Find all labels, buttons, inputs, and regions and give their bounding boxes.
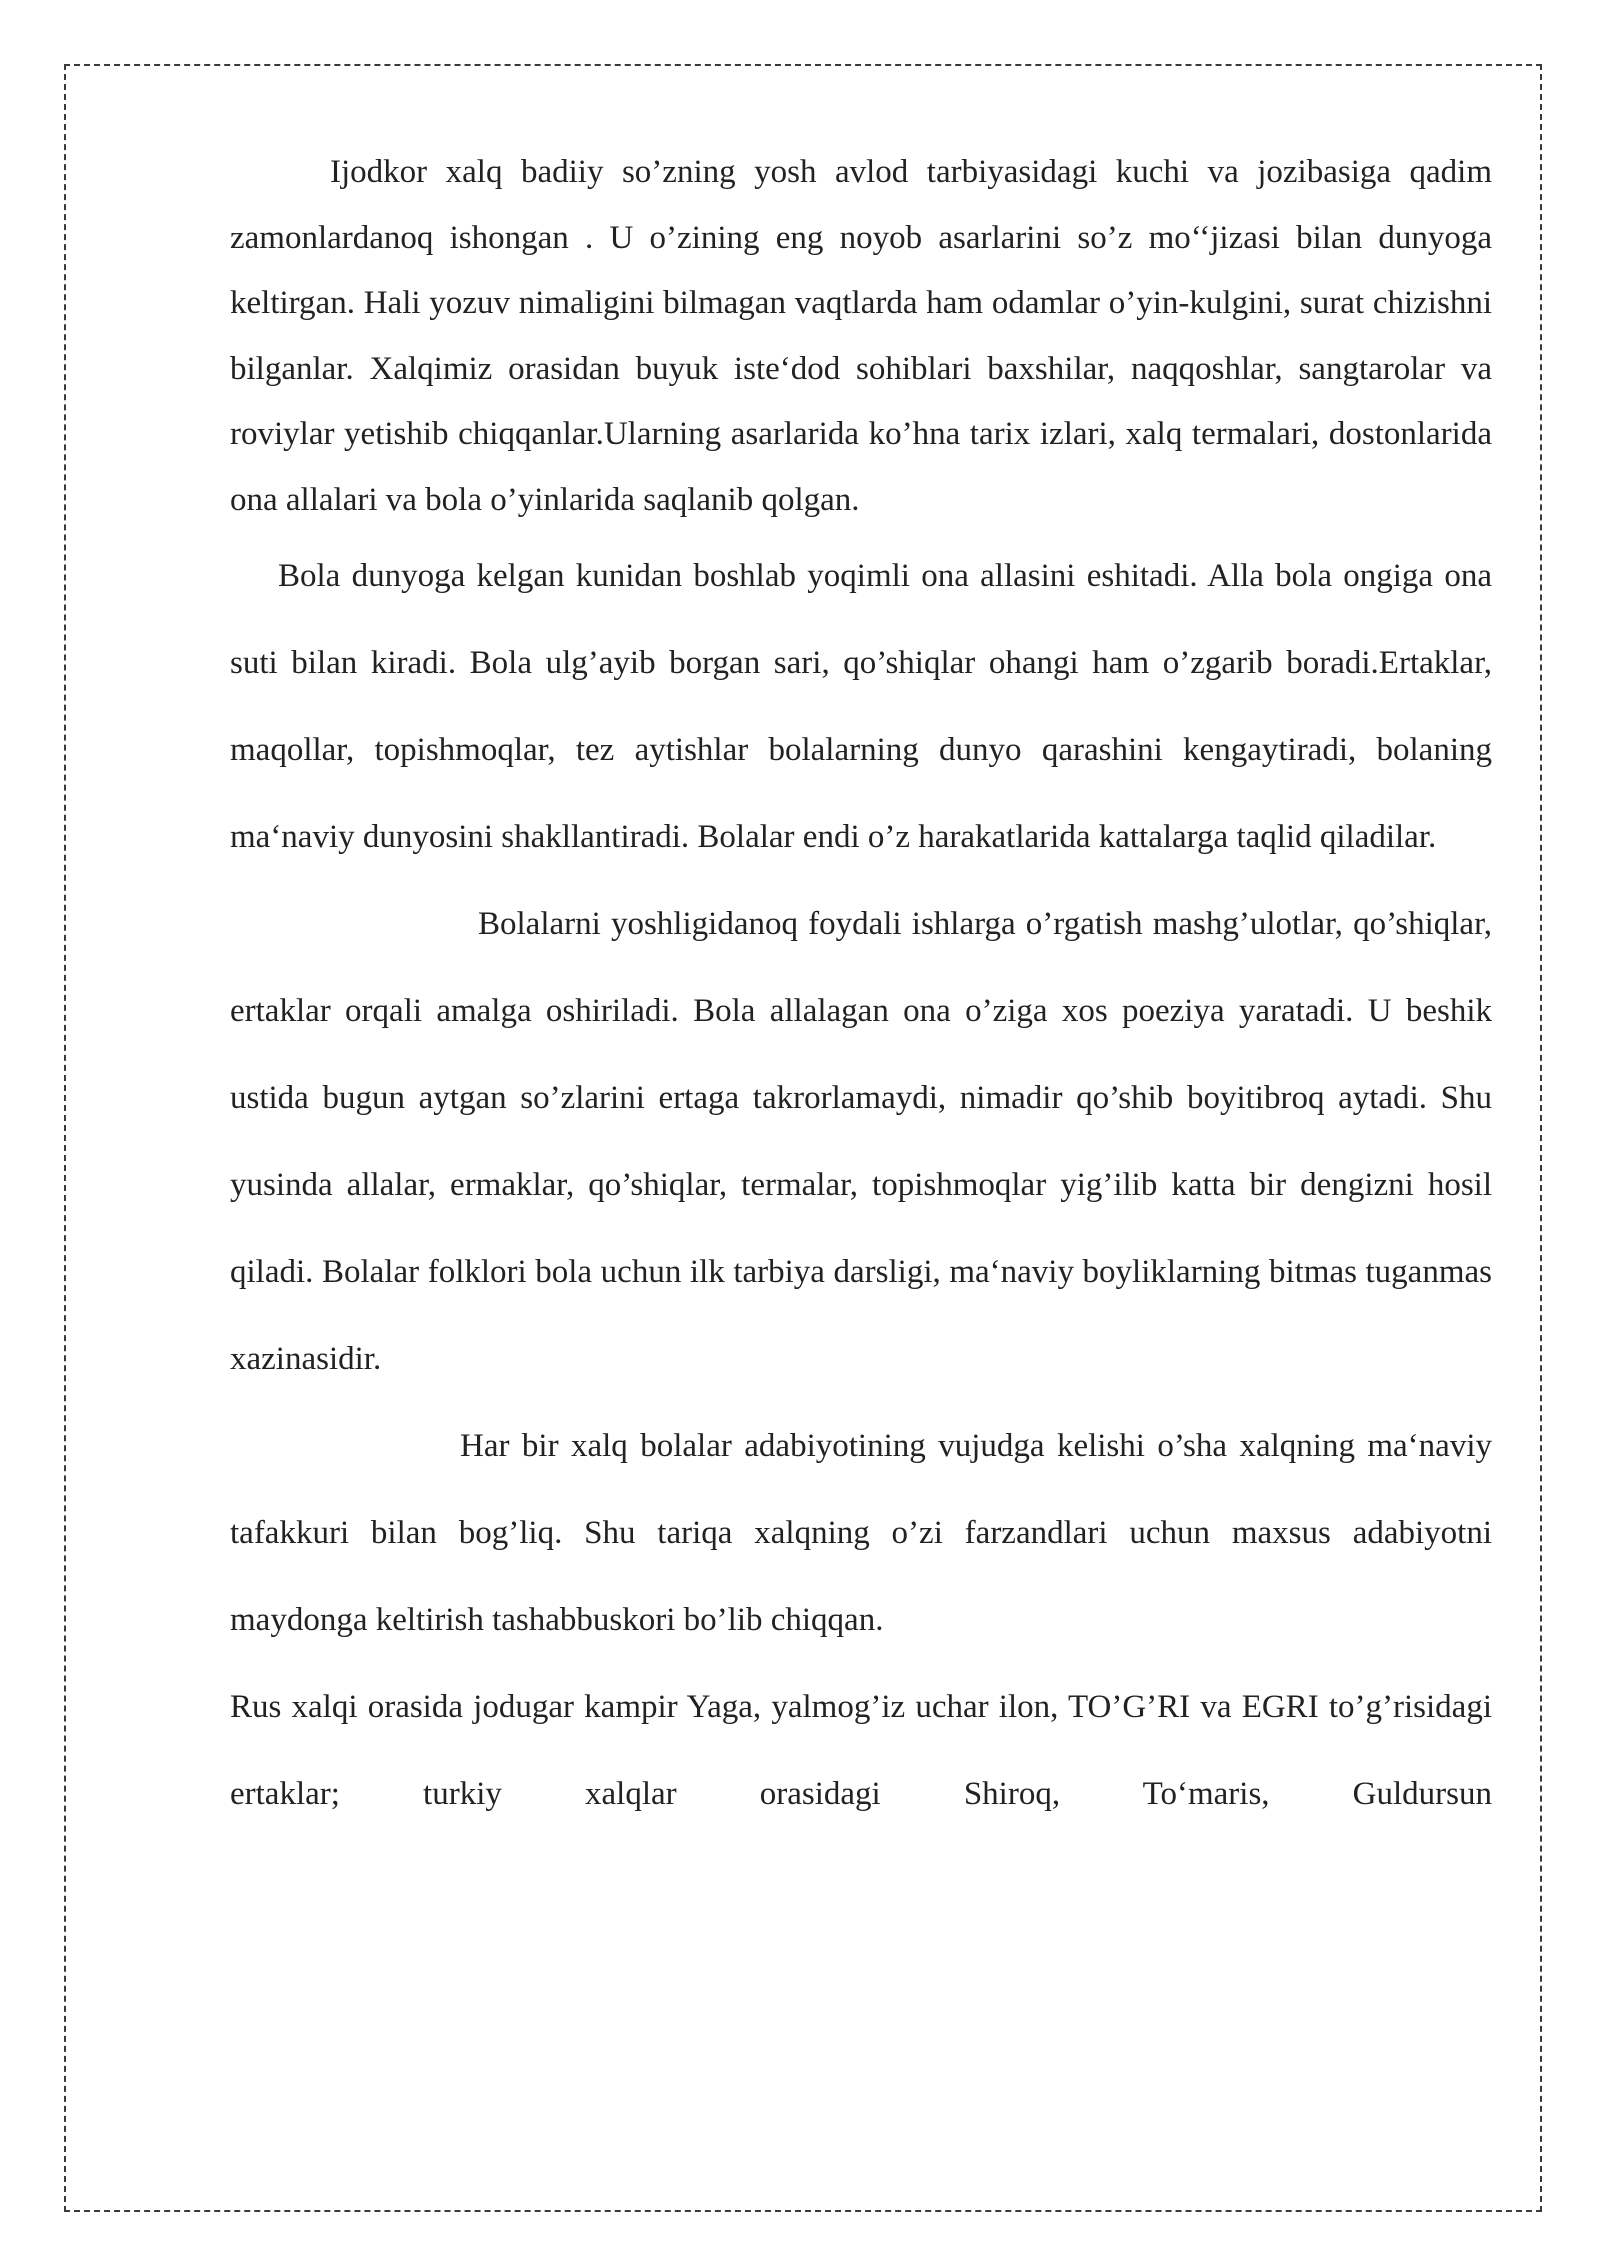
paragraph-3: Bolalarni yoshligidanoq foydali ishlarga o’rgatish mashg’ulotlar, qo’shiqlar, ertaklar orqali amalga oshiriladi. Bola allalagan ona o’ziga xos poeziya yaratadi. U beshik ustida bugun aytgan so’zlarini ertaga takrorlamaydi, nimadir qo’shib boyitibroq aytadi. Shu yusinda allalar, ermaklar, qo’shiqlar, termalar, topishmoqlar yig’ilib katta bir dengizni hosil qiladi. Bolalar folklori bola uchun ilk tarbiya darsligi, ma‘naviy boyliklarning bitmas tuganmas xazinasidir. bbox=[230, 906, 1492, 1377]
paragraph-5: Rus xalqi orasida jodugar kampir Yaga, yalmog’iz uchar ilon, TO’G’RI va EGRI to’g’risidagi ertaklar; turkiy xalqlar orasidagi Shiroq, To‘maris, Guldursun bbox=[230, 1689, 1492, 1812]
paragraph-4: Har bir xalq bolalar adabiyotining vujudga kelishi o’sha xalqning ma‘naviy tafakkuri bilan bog’liq. Shu tariqa xalqning o’zi farzandlari uchun maxsus adabiyotni maydonga keltirish tashabbuskori bo’lib chiqqan. bbox=[230, 1428, 1492, 1638]
paragraph-1: Ijodkor xalq badiiy so’zning yosh avlod tarbiyasidagi kuchi va jozibasiga qadim zamonlardanoq ishongan . U o’zining eng noyob asarlarini so’z mo‘‘jizasi bilan dunyoga keltirgan. Hali yozuv nimaligini bilmagan vaqtlarda ham odamlar o’yin-kulgini, surat chizishni bilganlar. Xalqimiz orasidan buyuk iste‘dod sohiblari baxshilar, naqqoshlar, sangtarolar va roviylar yetishib chiqqanlar.Ularning asarlarida ko’hna tarix izlari, xalq termalari, dostonlarida ona allalari va bola o’yinlarida saqlanib qolgan. bbox=[230, 154, 1492, 518]
paragraph-2: Bola dunyoga kelgan kunidan boshlab yoqimli ona allasini eshitadi. Alla bola ongiga ona suti bilan kiradi. Bola ulg’ayib borgan sari, qo’shiqlar ohangi ham o’zgarib boradi.Ertaklar, maqollar, topishmoqlar, tez aytishlar bolalarning dunyo qarashini kengaytiradi, bolaning ma‘naviy dunyosini shakllantiradi. Bolalar endi o’z harakatlarida kattalarga taqlid qiladilar. bbox=[230, 558, 1492, 855]
document-body bbox=[230, 140, 1492, 1838]
